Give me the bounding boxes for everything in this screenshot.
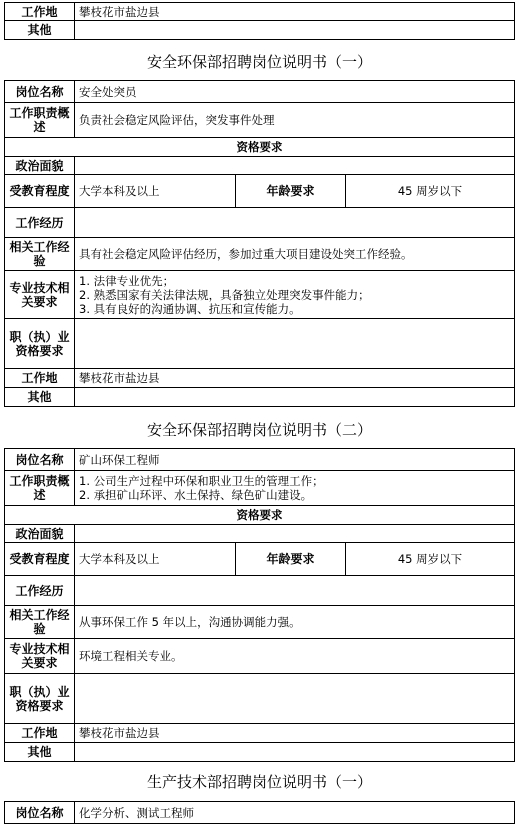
skill-line: 3. 具有良好的沟通协调、抗压和宣传能力。 [79,301,301,316]
work-location-value: 攀枝花市盐边县 [75,3,515,21]
skill-line: 2. 熟悉国家有关法律法规，具备独立处理突发事件能力； [79,287,370,302]
section-title: 安全环保部招聘岗位说明书（一） [146,53,372,71]
duty-line: 1. 公司生产过程中环保和职业卫生的管理工作； [79,474,324,488]
certification-value [75,319,515,369]
work-location-value: 攀枝花市盐边县 [75,369,515,388]
certification-label: 职（执）业资格要求 [5,319,75,369]
work-experience-value [75,208,515,238]
work-location-label: 工作地 [5,369,75,388]
table-row [5,238,515,271]
table-row [5,271,515,319]
position-label: 岗位名称 [5,449,75,471]
top-table [4,2,515,40]
work-experience-label: 工作经历 [5,208,75,238]
table-row [5,743,515,762]
position-value: 安全处突员 [75,81,515,103]
table-row [5,802,515,824]
table-row [5,103,515,138]
duty-label: 工作职责概述 [5,103,75,138]
certification-label: 职（执）业资格要求 [5,674,75,724]
duty-line: 负责社会稳定风险评估，突发事件处理 [79,113,275,127]
table-row [5,471,515,506]
job-table-3 [4,801,515,824]
position-label: 岗位名称 [5,81,75,103]
education-label: 受教育程度 [5,543,75,576]
other-value [75,21,515,40]
skill-value [75,271,515,319]
political-value [75,525,515,543]
skill-value [75,639,515,674]
duty-value [75,471,515,506]
section-title: 生产技术部招聘岗位说明书（一） [146,773,372,791]
table-row [5,138,515,157]
duty-value [75,103,515,138]
education-label: 受教育程度 [5,175,75,208]
duty-line: 2. 承担矿山环评、水土保持、绿色矿山建设。 [79,488,313,502]
education-value: 大学本科及以上 [75,175,236,208]
position-value: 矿山环保工程师 [75,449,515,471]
skill-label: 专业技术相关要求 [5,271,75,319]
table-row [5,724,515,743]
certification-value [75,674,515,724]
other-label: 其他 [5,388,75,407]
related-experience-value: 具有社会稳定风险评估经历，参加过重大项目建设处突工作经验。 [75,238,515,271]
position-label: 岗位名称 [5,802,75,824]
other-value [75,388,515,407]
table-row [5,3,515,21]
age-value: 45 周岁以下 [346,543,515,576]
work-location-label: 工作地 [5,3,75,21]
skill-line: 1. 法律专业优先； [79,273,175,288]
position-value: 化学分析、测试工程师 [75,802,515,824]
table-row [5,175,515,208]
table-row [5,674,515,724]
age-label: 年龄要求 [236,175,346,208]
table-row [5,81,515,103]
table-row [5,21,515,40]
work-experience-label: 工作经历 [5,576,75,606]
table-row [5,606,515,639]
related-experience-value: 从事环保工作 5 年以上，沟通协调能力强。 [75,606,515,639]
skill-line: 环境工程相关专业。 [79,649,183,663]
table-row [5,157,515,175]
political-label: 政治面貌 [5,157,75,175]
work-location-value: 攀枝花市盐边县 [75,724,515,743]
other-label: 其他 [5,21,75,40]
related-experience-label: 相关工作经验 [5,238,75,271]
table-row [5,639,515,674]
work-experience-value [75,576,515,606]
table-row [5,506,515,525]
age-label: 年龄要求 [236,543,346,576]
other-label: 其他 [5,743,75,762]
table-row [5,388,515,407]
table-row [5,525,515,543]
duty-label: 工作职责概述 [5,471,75,506]
table-row [5,576,515,606]
related-experience-label: 相关工作经验 [5,606,75,639]
table-row [5,208,515,238]
political-value [75,157,515,175]
table-row [5,543,515,576]
work-location-label: 工作地 [5,724,75,743]
qualification-header: 资格要求 [5,506,515,525]
job-table-2 [4,448,515,762]
qualification-header: 资格要求 [5,138,515,157]
age-value: 45 周岁以下 [346,175,515,208]
other-value [75,743,515,762]
section-title: 安全环保部招聘岗位说明书（二） [146,421,372,439]
job-table-1 [4,80,515,407]
skill-label: 专业技术相关要求 [5,639,75,674]
table-row [5,369,515,388]
table-row [5,449,515,471]
table-row [5,319,515,369]
political-label: 政治面貌 [5,525,75,543]
education-value: 大学本科及以上 [75,543,236,576]
